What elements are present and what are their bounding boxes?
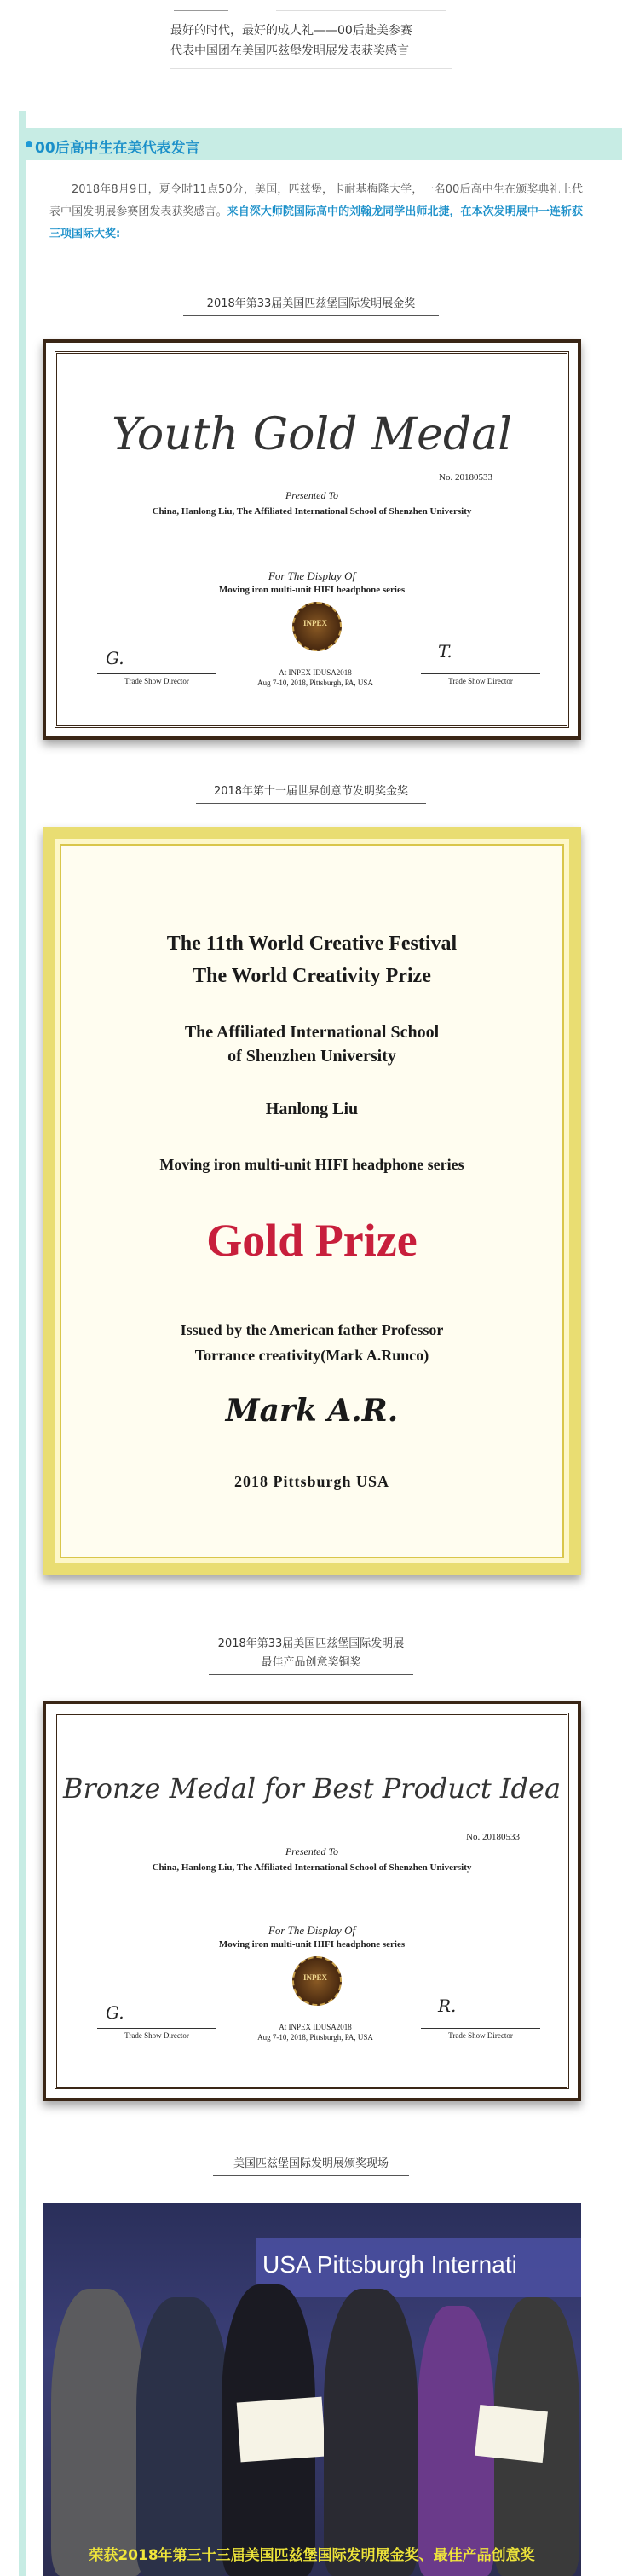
caption-creativity-text: 2018年第十一届世界创意节发明奖金奖 bbox=[213, 785, 409, 798]
signature-line-left bbox=[97, 673, 216, 674]
caption-gold-medal bbox=[170, 295, 452, 316]
cert-school1: The Affiliated International School bbox=[184, 1023, 440, 1042]
cert-issued2: Torrance creativity(Mark A.Runco) bbox=[194, 1347, 429, 1364]
cert-issued1: Issued by the American father Professor bbox=[180, 1321, 444, 1338]
person-1 bbox=[51, 2289, 145, 2576]
caption-bronze-line1: 2018年第33届美国匹兹堡国际发明展 bbox=[217, 1637, 405, 1650]
cert-footer: 2018 Pittsburgh USA bbox=[233, 1473, 390, 1490]
cert-display-of: For The Display Of bbox=[268, 1924, 356, 1937]
signature-left: G. bbox=[106, 648, 124, 668]
cert-title: Bronze Medal for Best Product Idea bbox=[62, 1772, 562, 1805]
caption-underline bbox=[213, 2175, 409, 2176]
certificate-world-creativity bbox=[43, 827, 581, 1575]
section-heading: 00后高中生在美代表发言 bbox=[35, 140, 200, 157]
page-title-line1: 最好的时代，最好的成人礼——00后赴美参赛 bbox=[170, 24, 412, 38]
caption-underline bbox=[183, 315, 439, 316]
signature-left: G. bbox=[106, 2002, 124, 2023]
director-right-label: Trade Show Director bbox=[448, 2031, 513, 2040]
signature-right: R. bbox=[438, 1996, 457, 2016]
caption-bronze bbox=[170, 1635, 452, 1675]
seal-text: INPEX bbox=[302, 619, 327, 627]
cert-project: Moving iron multi-unit HIFI headphone series bbox=[218, 1939, 406, 1949]
intro-paragraph bbox=[49, 179, 583, 245]
cert-prize: Gold Prize bbox=[206, 1215, 418, 1266]
caption-underline bbox=[196, 803, 426, 804]
event-date: Aug 7-10, 2018, Pittsburgh, PA, USA bbox=[257, 679, 373, 687]
caption-underline bbox=[209, 1674, 413, 1675]
event-banner-text: USA Pittsburgh Internati bbox=[262, 2251, 517, 2278]
left-accent-bar bbox=[19, 111, 26, 2576]
caption-gold-medal-text: 2018年第33届美国匹兹堡国际发明展金奖 bbox=[206, 297, 416, 310]
seal-text: INPEX bbox=[302, 1973, 327, 1982]
director-left-label: Trade Show Director bbox=[124, 2031, 189, 2040]
event-label: At INPEX IDUSA2018 bbox=[279, 668, 352, 677]
certificate-held bbox=[237, 2397, 326, 2463]
signature-line-right bbox=[421, 2028, 540, 2029]
intro-highlight: 来自深大师院国际高中的刘翰龙同学出师北捷，在本次发明展中一连斩获三项国际大奖: bbox=[49, 205, 583, 240]
caption-photo-text: 美国匹兹堡国际发明展颁奖现场 bbox=[233, 2157, 389, 2170]
title-underline bbox=[170, 68, 452, 69]
certificate-held-right bbox=[475, 2405, 548, 2463]
cert-display-of: For The Display Of bbox=[268, 569, 356, 582]
director-left-label: Trade Show Director bbox=[124, 677, 189, 685]
certificate-bronze bbox=[43, 1701, 581, 2101]
signature-right: T. bbox=[438, 641, 452, 661]
page-title bbox=[170, 20, 460, 61]
caption-bronze-line2: 最佳产品创意奖铜奖 bbox=[261, 1656, 361, 1669]
caption-creativity bbox=[187, 783, 435, 804]
section-header bbox=[19, 128, 622, 160]
certificate-gold-medal bbox=[43, 339, 581, 740]
photo-overlay-caption: 荣获2018年第三十三届美国匹兹堡国际发明展金奖、最佳产品创意奖 bbox=[89, 2547, 535, 2564]
cert-recipient: China, Hanlong Liu, The Affiliated International School of Shenzhen University bbox=[152, 1863, 472, 1873]
person-4 bbox=[324, 2289, 418, 2576]
director-right-label: Trade Show Director bbox=[448, 677, 513, 685]
event-date: Aug 7-10, 2018, Pittsburgh, PA, USA bbox=[257, 2033, 373, 2042]
caption-photo bbox=[187, 2155, 435, 2176]
cert-signature: Mark A.R. bbox=[225, 1393, 399, 1429]
page-title-line2: 代表中国团在美国匹兹堡发明展发表获奖感言 bbox=[170, 44, 409, 58]
event-label: At INPEX IDUSA2018 bbox=[279, 2023, 352, 2031]
cert-presented-to: Presented To bbox=[285, 489, 339, 501]
signature-line-right bbox=[421, 673, 540, 674]
bullet-icon bbox=[26, 141, 32, 147]
cert-presented-to: Presented To bbox=[285, 1845, 339, 1857]
award-ceremony-photo bbox=[43, 2203, 581, 2576]
cert-project: Moving iron multi-unit HIFI headphone series bbox=[159, 1156, 464, 1173]
cert-number: No. 20180533 bbox=[466, 1832, 520, 1842]
cert-line2: The World Creativity Prize bbox=[193, 965, 431, 987]
cert-line1: The 11th World Creative Festival bbox=[166, 933, 458, 955]
top-decor-lines bbox=[174, 10, 452, 12]
cert-name: Hanlong Liu bbox=[265, 1100, 359, 1118]
cert-number: No. 20180533 bbox=[439, 472, 492, 482]
cert-title: Youth Gold Medal bbox=[112, 409, 512, 460]
intro-text: 2018年8月9日，夏令时11点50分，美国，匹兹堡，卡耐基梅隆大学，一名00后高中生在颁奖典礼上代表中国发明展参赛团发表获奖感言。 bbox=[49, 183, 583, 218]
signature-line-left bbox=[97, 2028, 216, 2029]
person-2 bbox=[136, 2297, 230, 2576]
cert-school2: of Shenzhen University bbox=[227, 1047, 396, 1066]
cert-recipient: China, Hanlong Liu, The Affiliated International School of Shenzhen University bbox=[152, 506, 472, 517]
cert-project: Moving iron multi-unit HIFI headphone series bbox=[218, 585, 406, 595]
